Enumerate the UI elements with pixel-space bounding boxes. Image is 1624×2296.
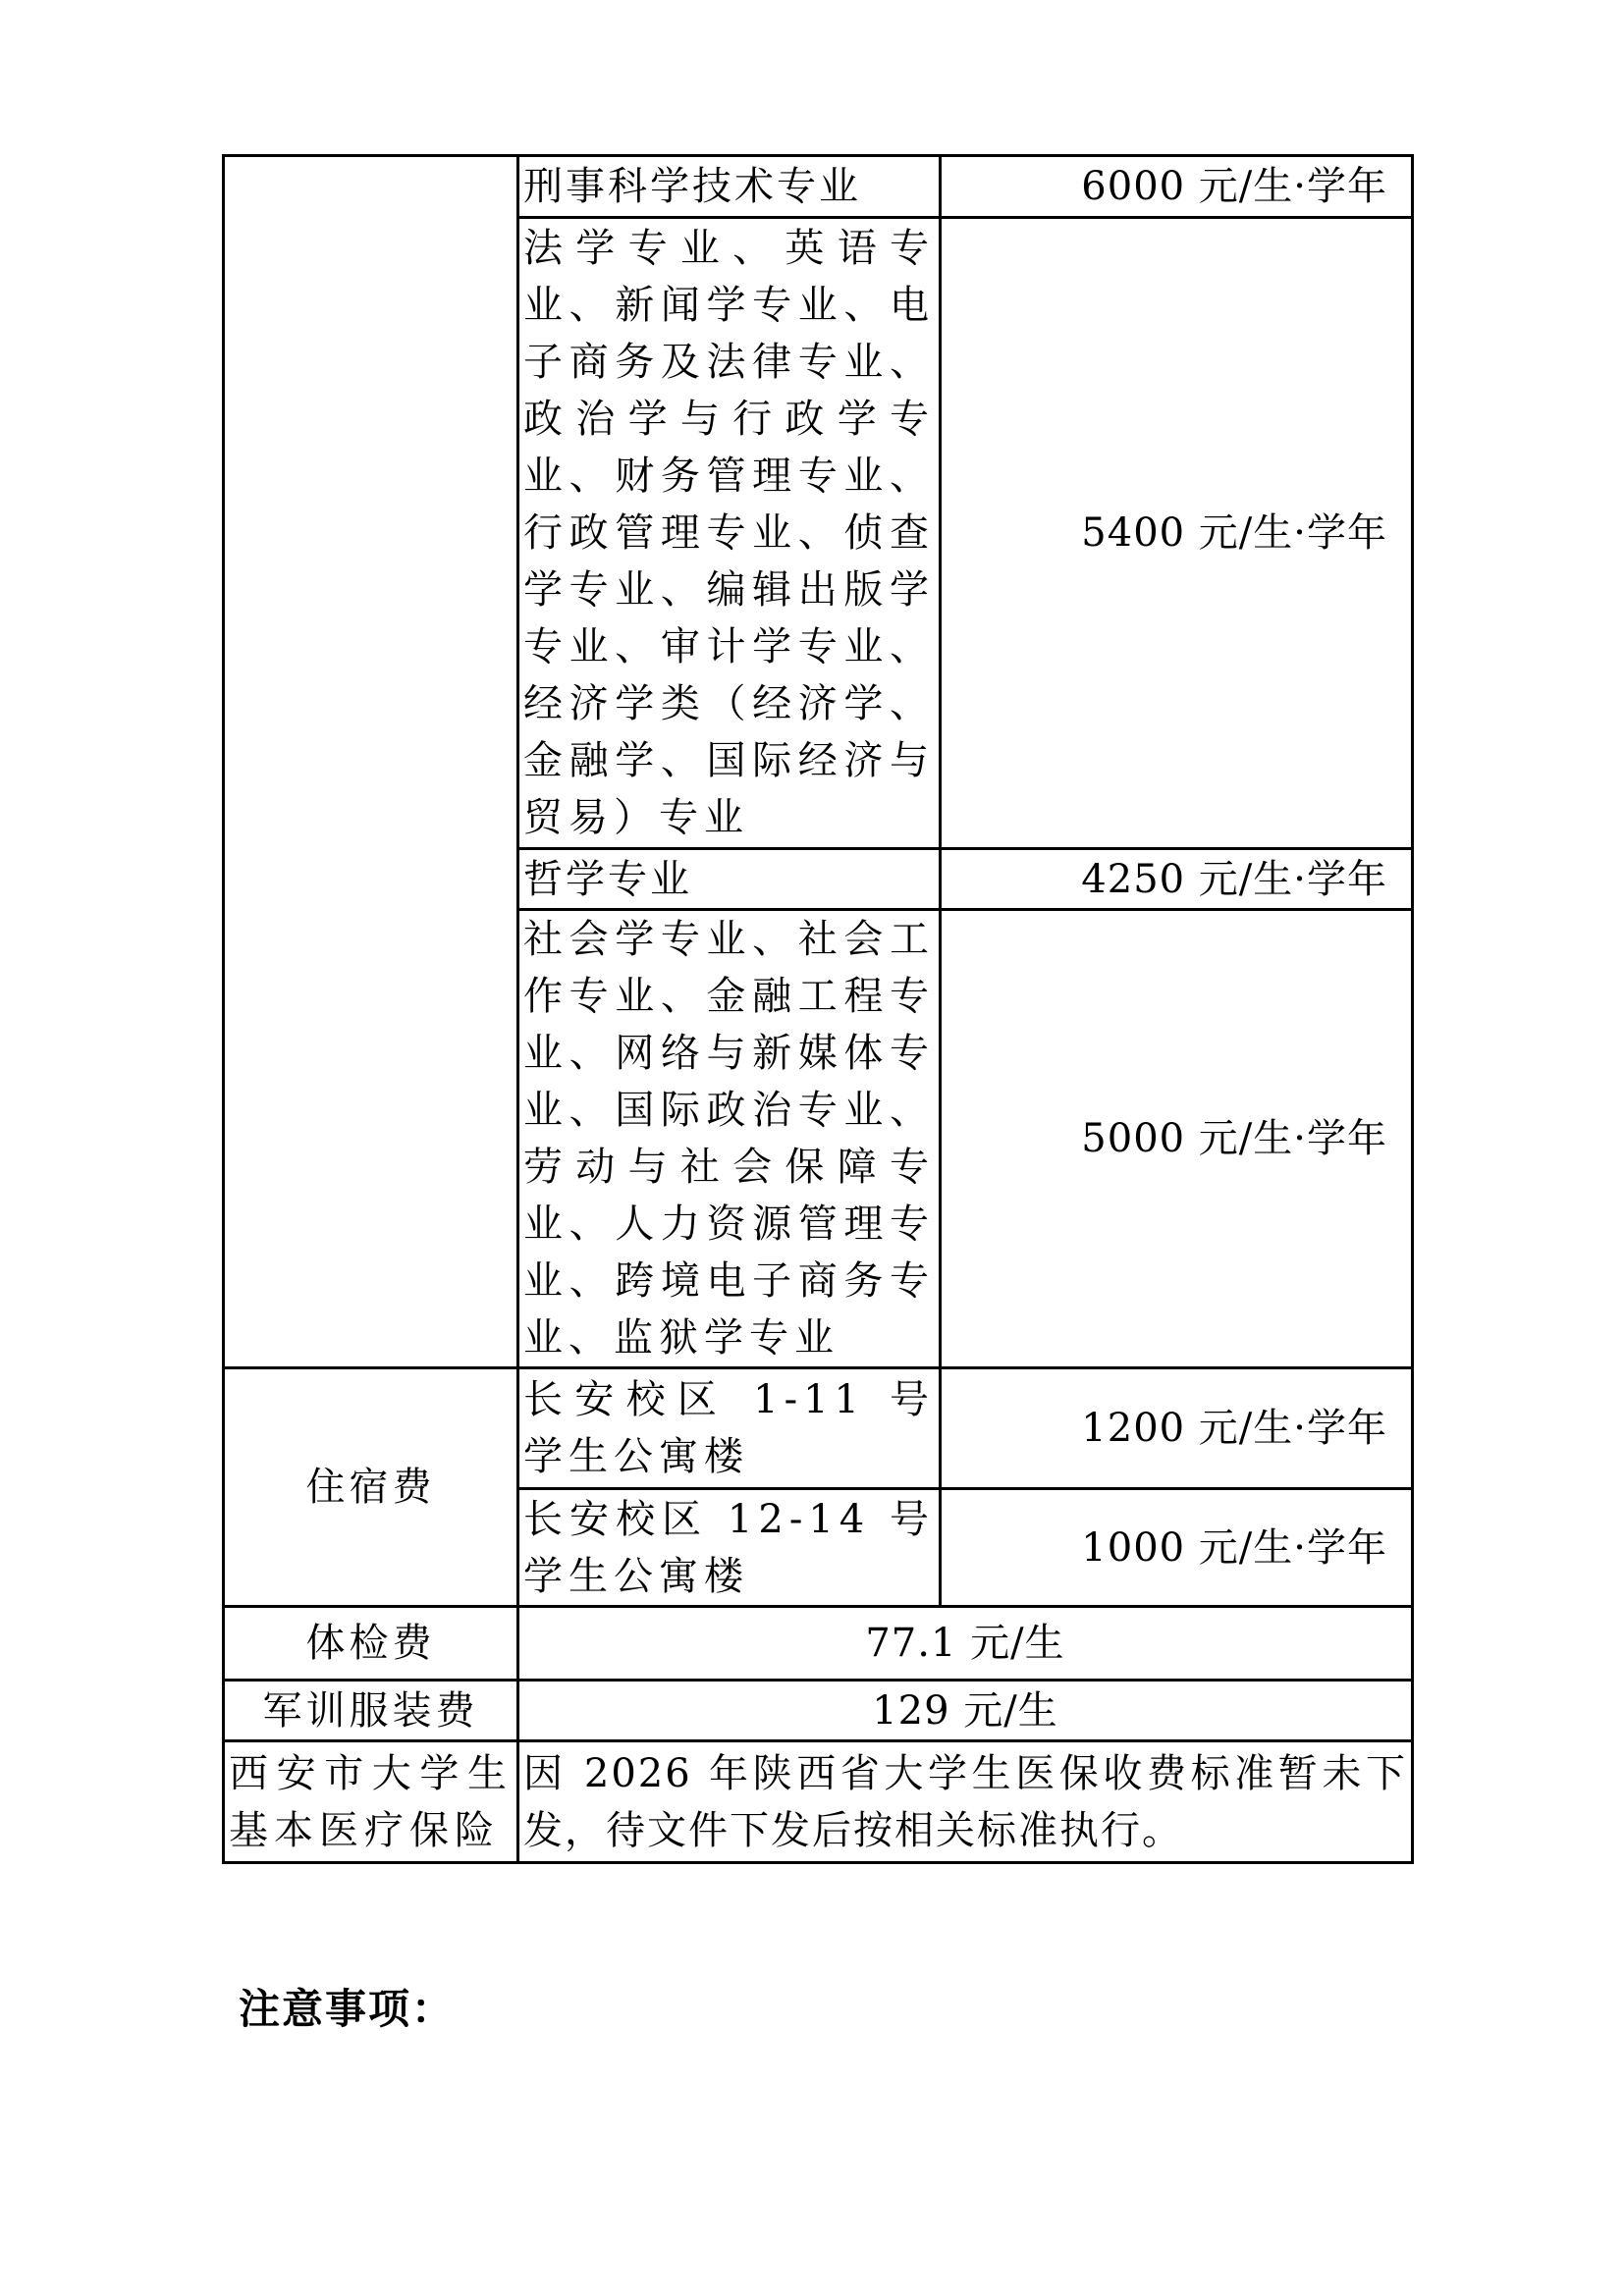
uniform-fee-cell: 129 元/生 xyxy=(518,1681,1413,1741)
fee-cell: 1000 元/生·学年 xyxy=(941,1489,1413,1607)
fee-table xyxy=(222,154,1414,1864)
place-cell: 长安校区 12-14 号学生公寓楼 xyxy=(518,1489,941,1607)
fee-cell: 6000 元/生·学年 xyxy=(941,156,1413,218)
tuition-category-cell xyxy=(224,156,518,1368)
fee-cell: 1200 元/生·学年 xyxy=(941,1368,1413,1489)
table-row xyxy=(224,156,1413,218)
table-row xyxy=(224,1368,1413,1489)
table-row xyxy=(224,1681,1413,1741)
fee-cell: 4250 元/生·学年 xyxy=(941,849,1413,910)
medical-exam-fee-cell: 77.1 元/生 xyxy=(518,1607,1413,1681)
insurance-category-cell: 西安市大学生基本医疗保险 xyxy=(224,1741,518,1863)
major-cell: 哲学专业 xyxy=(518,849,941,910)
major-cell: 社会学专业、社会工作专业、金融工程专业、网络与新媒体专业、国际政治专业、劳动与社会保障专业、人力资源管理专业、跨境电子商务专业、监狱学专业 xyxy=(518,910,941,1368)
insurance-note-cell: 因 2026 年陕西省大学生医保收费标准暂未下发，待文件下发后按相关标准执行。 xyxy=(518,1741,1413,1863)
table-row xyxy=(224,1607,1413,1681)
accommodation-category-cell: 住宿费 xyxy=(224,1368,518,1607)
major-cell: 刑事科学技术专业 xyxy=(518,156,941,218)
notes-heading: 注意事项： xyxy=(239,1985,456,2033)
table-row xyxy=(224,1741,1413,1863)
fee-cell: 5000 元/生·学年 xyxy=(941,910,1413,1368)
uniform-category-cell: 军训服装费 xyxy=(224,1681,518,1741)
medical-exam-category-cell: 体检费 xyxy=(224,1607,518,1681)
fee-cell: 5400 元/生·学年 xyxy=(941,218,1413,849)
place-cell: 长安校区 1-11 号学生公寓楼 xyxy=(518,1368,941,1489)
major-cell: 法学专业、英语专业、新闻学专业、电子商务及法律专业、政治学与行政学专业、财务管理专业、行政管理专业、侦查学专业、编辑出版学专业、审计学专业、经济学类（经济学、金融学、国际经济与贸易）专业 xyxy=(518,218,941,849)
